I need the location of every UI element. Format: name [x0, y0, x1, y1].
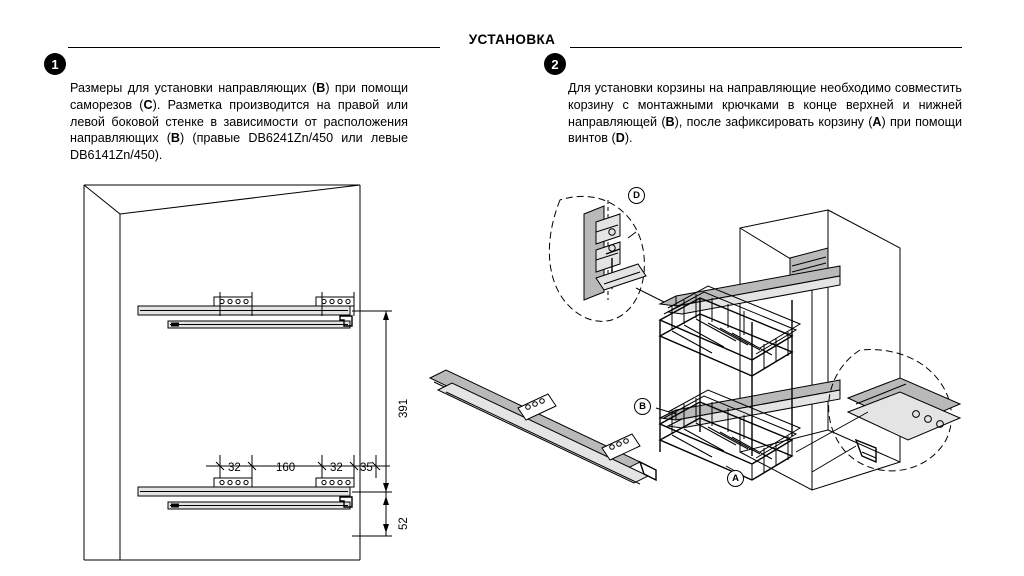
step-1-text: Размеры для установки направляющих (B) при помощи саморезов (C). Разметка производится на правой или левой боковой стенке в зависимости от расположения направляющих (B) (правые DB6241Zn/450 или левые DB6141Zn/450).	[70, 81, 408, 163]
dimension-label-32-right: 32	[330, 462, 343, 474]
step-bullet-1-label: 1	[51, 56, 59, 72]
dimension-label-391: 391	[398, 398, 410, 418]
callout-D	[628, 187, 645, 204]
callout-A	[727, 470, 744, 487]
dimension-label-35: 35	[360, 462, 373, 474]
callout-B-label: B	[639, 401, 646, 412]
dimension-label-32-left: 32	[228, 462, 241, 474]
callout-D-label: D	[633, 190, 640, 201]
step-bullet-2-label: 2	[551, 56, 559, 72]
dimension-label-52: 52	[398, 517, 410, 530]
callout-B	[634, 398, 651, 415]
callout-A-label: A	[732, 473, 739, 484]
page-title-text: УСТАНОВКА	[468, 32, 556, 47]
step-2-text: Для установки корзины на направляющие необходимо совместить корзину с монтажными крючками в конце верхней и нижней направляющей (B), после зафиксировать корзину (A) при помощи винтов (D).	[568, 81, 962, 146]
dimension-label-160: 160	[276, 462, 296, 474]
